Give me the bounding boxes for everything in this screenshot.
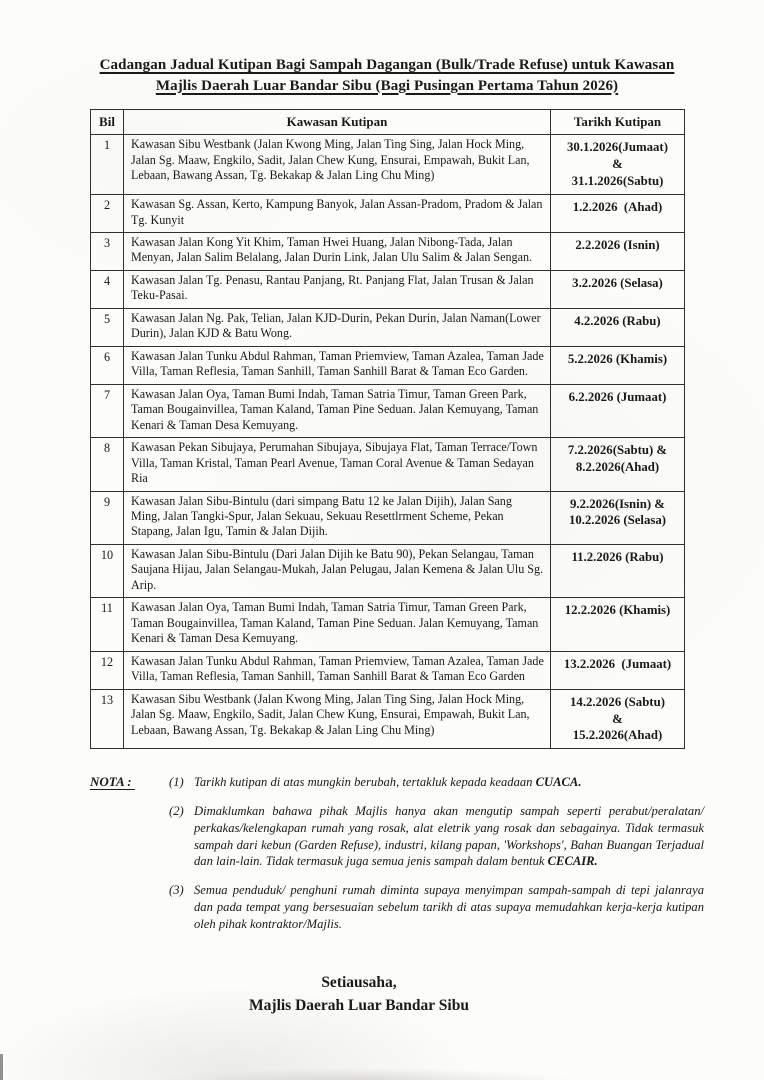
collection-area: Kawasan Jalan Tg. Penasu, Rantau Panjang, Rt. Panjang Flat, Jalan Trusan & Jalan Teku-Pasai. — [124, 270, 551, 308]
document-title-line-1: Cadangan Jadual Kutipan Bagi Sampah Dagangan (Bulk/Trade Refuse) untuk Kawasan — [99, 57, 675, 73]
table-row — [91, 270, 685, 308]
nota-section — [90, 774, 704, 932]
table-row — [91, 544, 685, 597]
table-row — [91, 308, 685, 346]
collection-area: Kawasan Jalan Sibu-Bintulu (Dari Jalan Dijih ke Batu 90), Pekan Selangau, Taman Saujana Hijau, Jalan Selangau-Mukah, Jalan Pelugau, Jalan Kemena & Jalan Ulu Sg. Arip. — [124, 544, 551, 597]
scan-smudge-artifact — [85, 1064, 645, 1080]
row-number: 10 — [91, 544, 124, 597]
table-row — [91, 651, 685, 689]
collection-schedule-table — [90, 109, 685, 749]
collection-area: Kawasan Sibu Westbank (Jalan Kwong Ming, Jalan Ting Sing, Jalan Hock Ming, Jalan Sg. Maaw, Engkilo, Sadit, Jalan Chew Kung, Ensurai, Empawah, Bukit Lan, Lebaan, Bawang Assan, Tg. Bekakap & Jalan Ling Chu Ming) — [124, 689, 551, 749]
row-number: 11 — [91, 598, 124, 651]
nota-item-number: (3) — [169, 883, 184, 898]
nota-item-text-emphasis: CECAIR. — [547, 854, 598, 869]
document-title-line-2: Majlis Daerah Luar Bandar Sibu (Bagi Pusingan Pertama Tahun 2026) — [155, 77, 619, 94]
row-number: 3 — [91, 232, 124, 270]
nota-item-2 — [169, 803, 704, 870]
collection-area: Kawasan Jalan Tunku Abdul Rahman, Taman Priemview, Taman Azalea, Taman Jade Villa, Taman Reflesia, Taman Sanhill, Taman Sanhill Barat & Taman Eco Garden — [124, 651, 551, 689]
column-header-kawasan-kutipan: Kawasan Kutipan — [124, 110, 551, 135]
nota-item-text-emphasis: CUACA. — [535, 775, 582, 790]
nota-item-number: (2) — [169, 804, 184, 819]
table-row — [91, 135, 685, 195]
collection-date: 4.2.2026 (Rabu) — [551, 308, 685, 346]
collection-area: Kawasan Sibu Westbank (Jalan Kwong Ming, Jalan Ting Sing, Jalan Hock Ming, Jalan Sg. Maaw, Engkilo, Sadit, Jalan Chew Kung, Ensurai, Empawah, Bukit Lan, Lebaan, Bawang Assan, Tg. Bekakap & Jalan Ling Chu Ming) — [124, 135, 551, 195]
row-number: 7 — [91, 384, 124, 437]
nota-item-text — [194, 774, 704, 791]
row-number: 6 — [91, 346, 124, 384]
table-row — [91, 438, 685, 491]
collection-area: Kawasan Pekan Sibujaya, Perumahan Sibujaya, Sibujaya Flat, Taman Terrace/Town Villa, Taman Kristal, Taman Pearl Avenue, Taman Coral Avenue & Taman Sedayan Ria — [124, 438, 551, 491]
row-number: 4 — [91, 270, 124, 308]
table-row — [91, 232, 685, 270]
row-number: 1 — [91, 135, 124, 195]
collection-area: Kawasan Jalan Kong Yit Khim, Taman Hwei Huang, Jalan Nibong-Tada, Jalan Menyan, Jalan Salim Belalang, Jalan Durin Link, Jalan Ulu Salim & Jalan Sengan. — [124, 232, 551, 270]
nota-item-number: (1) — [169, 775, 184, 790]
table-row — [91, 491, 685, 544]
row-number: 5 — [91, 308, 124, 346]
nota-item-1 — [169, 774, 704, 791]
collection-date: 2.2.2026 (Isnin) — [551, 232, 685, 270]
nota-list — [169, 774, 704, 932]
collection-date: 9.2.2026(Isnin) & 10.2.2026 (Selasa) — [551, 491, 685, 544]
collection-area: Kawasan Jalan Tunku Abdul Rahman, Taman Priemview, Taman Azalea, Taman Jade Villa, Taman Reflesia, Taman Sanhill, Taman Sanhill Barat & Taman Eco Garden. — [124, 346, 551, 384]
table-header-row — [91, 110, 685, 135]
collection-date: 6.2.2026 (Jumaat) — [551, 384, 685, 437]
signature-organization: Majlis Daerah Luar Bandar Sibu — [249, 996, 469, 1014]
collection-date: 14.2.2026 (Sabtu) & 15.2.2026(Ahad) — [551, 689, 685, 749]
row-number: 13 — [91, 689, 124, 749]
collection-area: Kawasan Jalan Oya, Taman Bumi Indah, Taman Satria Timur, Taman Green Park, Taman Bougainvillea, Taman Kaland, Taman Pine Seduan. Jalan Kemuyang, Taman Kenari & Taman Desa Kemuyang. — [124, 384, 551, 437]
signature-role: Setiausaha, — [321, 974, 397, 992]
row-number: 12 — [91, 651, 124, 689]
table-row — [91, 346, 685, 384]
collection-area: Kawasan Jalan Ng. Pak, Telian, Jalan KJD-Durin, Pekan Durin, Jalan Naman(Lower Durin), Jalan KJD & Batu Wong. — [124, 308, 551, 346]
nota-item-text-body: Tarikh kutipan di atas mungkin berubah, tertakluk kepada keadaan — [194, 775, 536, 790]
collection-date: 7.2.2026(Sabtu) & 8.2.2026(Ahad) — [551, 438, 685, 491]
collection-area: Kawasan Jalan Sibu-Bintulu (dari simpang Batu 12 ke Jalan Dijih), Jalan Sang Ming, Jalan Tangki-Spur, Jalan Sekuau, Sekuau Resettlrment Scheme, Pekan Stapang, Jalan Igu, Tamin & Jalan Dijih. — [124, 491, 551, 544]
collection-area: Kawasan Jalan Oya, Taman Bumi Indah, Taman Satria Timur, Taman Green Park, Taman Bougainvillea, Taman Kaland, Taman Pine Seduan. Jalan Kemuyang, Taman Kenari & Taman Desa Kemuyang. — [124, 598, 551, 651]
document-title — [90, 55, 684, 96]
row-number: 8 — [91, 438, 124, 491]
collection-date: 13.2.2026 (Jumaat) — [551, 651, 685, 689]
nota-item-text-body: Dimaklumkan bahawa pihak Majlis hanya akan mengutip sampah seperti perabut/peralatan/ perkakas/kelengkapan rumah yang rosak, alat eletrik yang rosak dan sebagainya. Tidak termasuk sampah dari kebun (Garden Refuse), industri, kilang papan, 'Workshops', Bahan Buangan Terjadual dan lain-lain. Tidak termasuk juga semua jenis sampah dalam bentuk — [194, 804, 704, 869]
collection-date: 12.2.2026 (Khamis) — [551, 598, 685, 651]
signature-block — [90, 972, 628, 1017]
row-number: 9 — [91, 491, 124, 544]
collection-date: 3.2.2026 (Selasa) — [551, 270, 685, 308]
scan-edge-artifact — [0, 1054, 3, 1080]
collection-date: 11.2.2026 (Rabu) — [551, 544, 685, 597]
nota-item-text — [194, 803, 704, 870]
nota-label: NOTA : — [90, 774, 135, 790]
collection-date: 30.1.2026(Jumaat) & 31.1.2026(Sabtu) — [551, 135, 685, 195]
table-row — [91, 598, 685, 651]
collection-date: 1.2.2026 (Ahad) — [551, 195, 685, 233]
nota-item-text-body: Semua penduduk/ penghuni rumah diminta supaya menyimpan sampah-sampah di tepi jalanraya dan pada tempat yang bersesuaian sebelum tarikh di atas supaya memudahkan kerja-kerja kutipan oleh pihak kontraktor/Majlis. — [194, 883, 704, 931]
collection-date: 5.2.2026 (Khamis) — [551, 346, 685, 384]
table-row — [91, 195, 685, 233]
nota-item-3 — [169, 882, 704, 932]
collection-area: Kawasan Sg. Assan, Kerto, Kampung Banyok, Jalan Assan-Pradom, Pradom & Jalan Tg. Kunyit — [124, 195, 551, 233]
nota-item-text — [194, 882, 704, 932]
column-header-bil: Bil — [91, 110, 124, 135]
row-number: 2 — [91, 195, 124, 233]
table-row — [91, 689, 685, 749]
column-header-tarikh-kutipan: Tarikh Kutipan — [551, 110, 685, 135]
table-row — [91, 384, 685, 437]
